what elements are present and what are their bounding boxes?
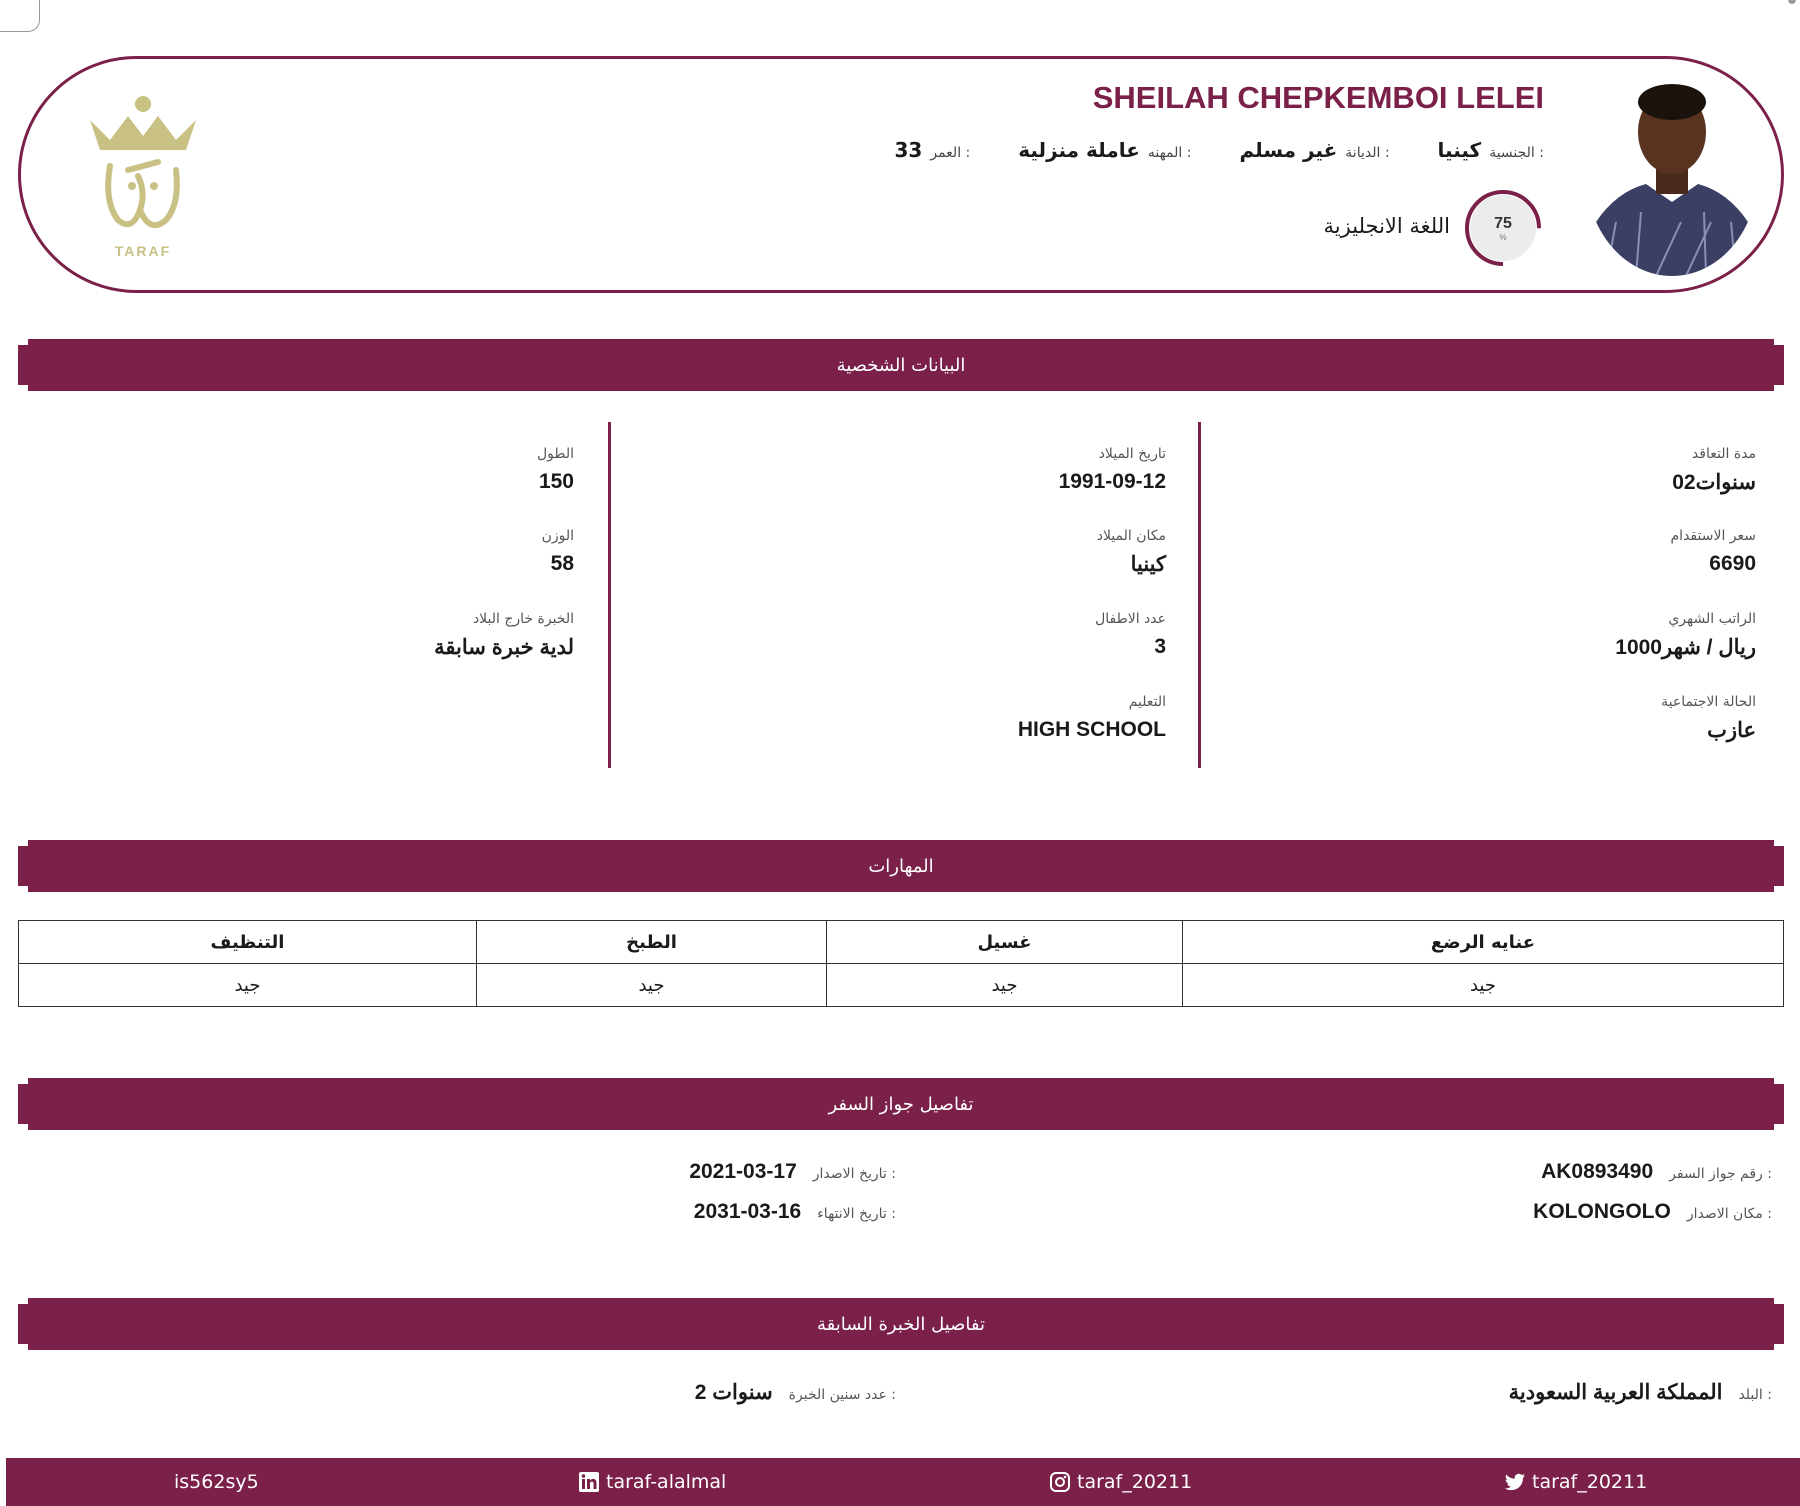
- logo-text: TARAF: [114, 243, 172, 259]
- skill-header: التنظيف: [19, 921, 477, 964]
- experience-country: [1509, 1380, 1772, 1405]
- experience-years: [695, 1380, 896, 1405]
- section-title-skills: المهارات: [868, 855, 934, 877]
- english-level-ring: [1463, 188, 1543, 268]
- skills-level-row: [19, 964, 1784, 1007]
- skill-level: جيد: [19, 964, 477, 1007]
- footer-twitter[interactable]: [1504, 1458, 1647, 1506]
- field-marital-status: [1661, 694, 1756, 743]
- nationality-value: كينيا: [1437, 138, 1482, 162]
- column-divider: [1198, 422, 1201, 768]
- footer-instagram-text: taraf_20211: [1077, 1471, 1193, 1493]
- field-contract-duration: [1672, 446, 1756, 495]
- english-level-value: 75: [1494, 215, 1512, 232]
- field-value: عازب: [1707, 719, 1756, 742]
- field-education: [1018, 694, 1166, 742]
- passport-issue-value: 2021-03-17: [689, 1160, 797, 1183]
- passport-expiry-date: [694, 1200, 896, 1224]
- field-label: تاريخ الميلاد: [1098, 446, 1166, 462]
- nationality-item: [1438, 138, 1544, 162]
- section-bar-experience: [18, 1298, 1784, 1350]
- passport-number-label: رقم جواز السفر :: [1669, 1166, 1772, 1182]
- section-bar-personal: [18, 339, 1784, 391]
- candidate-info-row: [847, 138, 1544, 162]
- passport-expiry-label: تاريخ الانتهاء :: [817, 1206, 896, 1222]
- corner-dot: [1788, 0, 1796, 4]
- corner-tab: [0, 0, 40, 32]
- twitter-icon: [1504, 1471, 1526, 1493]
- skills-header-row: [19, 921, 1784, 964]
- field-label: التعليم: [1128, 694, 1166, 710]
- field-value: 1000ريال / شهر: [1615, 636, 1756, 659]
- english-level-unit: %: [1499, 233, 1507, 242]
- column-divider: [608, 422, 611, 768]
- religion-item: [1239, 138, 1389, 162]
- profession-label: المهنه :: [1148, 145, 1192, 161]
- age-label: العمر :: [930, 145, 970, 161]
- field-label: الطول: [536, 446, 574, 462]
- profession-value: عاملة منزلية: [1018, 138, 1140, 162]
- section-bar-skills: [18, 840, 1784, 892]
- experience-country-value: المملكة العربية السعودية: [1508, 1381, 1723, 1404]
- field-birth-place: [1097, 528, 1166, 577]
- experience-years-value: 2 سنوات: [694, 1381, 773, 1404]
- section-title-passport: تفاصيل جواز السفر: [828, 1093, 974, 1115]
- religion-label: الديانة :: [1345, 145, 1389, 161]
- field-label: الخبرة خارج البلاد: [472, 611, 574, 627]
- religion-value: غير مسلم: [1239, 138, 1338, 162]
- taraf-logo: [80, 92, 206, 262]
- field-children: [1095, 611, 1166, 659]
- candidate-photo: [1586, 72, 1758, 276]
- field-label: الوزن: [541, 528, 574, 544]
- field-value: 150: [538, 470, 574, 493]
- field-height: [537, 446, 574, 494]
- skill-level: جيد: [477, 964, 827, 1007]
- footer-linkedin[interactable]: [578, 1458, 726, 1506]
- footer-code: [174, 1458, 259, 1506]
- section-title-experience: تفاصيل الخبرة السابقة: [816, 1313, 986, 1335]
- field-monthly-salary: [1615, 611, 1756, 660]
- experience-years-label: عدد سنين الخبرة :: [789, 1387, 896, 1403]
- field-value: 1991-09-12: [1058, 470, 1166, 493]
- passport-expiry-value: 2031-03-16: [693, 1200, 802, 1223]
- instagram-icon: [1049, 1471, 1071, 1493]
- field-label: مكان الميلاد: [1096, 528, 1166, 544]
- passport-place: [1533, 1200, 1772, 1224]
- footer-linkedin-text: taraf-alalmal: [606, 1471, 727, 1493]
- field-weight: [542, 528, 574, 576]
- footer-twitter-text: taraf_20211: [1532, 1471, 1648, 1493]
- field-recruitment-price: [1671, 528, 1756, 576]
- field-value: 02سنوات: [1672, 471, 1756, 494]
- skill-header: عنايه الرضع: [1183, 921, 1784, 964]
- field-label: سعر الاستقدام: [1670, 528, 1756, 544]
- field-value: 3: [1154, 635, 1166, 658]
- skills-table: [18, 920, 1784, 1007]
- field-value: 6690: [1709, 552, 1756, 575]
- skill-level: جيد: [1183, 964, 1784, 1007]
- passport-issue-label: تاريخ الاصدار :: [813, 1166, 896, 1182]
- age-item: [895, 138, 971, 162]
- candidate-name: SHEILAH CHEPKEMBOI LELEI: [1092, 80, 1544, 115]
- passport-number: [1541, 1160, 1772, 1184]
- experience-country-label: البلد :: [1738, 1387, 1772, 1403]
- footer-instagram[interactable]: [1049, 1458, 1192, 1506]
- field-value: لدية خبرة سابقة: [434, 636, 574, 659]
- passport-number-value: AK0893490: [1541, 1160, 1654, 1183]
- field-value: كينيا: [1130, 553, 1166, 576]
- age-value: 33: [894, 138, 923, 162]
- passport-issue-date: [689, 1160, 896, 1184]
- english-label: اللغة الانجليزية: [1323, 214, 1450, 238]
- field-abroad-experience: [434, 611, 574, 660]
- section-title-personal: البيانات الشخصية: [836, 354, 966, 376]
- field-value: HIGH SCHOOL: [1017, 718, 1166, 741]
- field-label: مدة التعاقد: [1691, 446, 1756, 462]
- footer-bar: [6, 1458, 1800, 1506]
- footer-code-text: is562sy5: [174, 1471, 259, 1493]
- passport-place-label: مكان الاصدار :: [1687, 1206, 1772, 1222]
- linkedin-icon: [578, 1471, 600, 1493]
- passport-place-value: KOLONGOLO: [1533, 1200, 1671, 1223]
- field-birth-date: [1059, 446, 1166, 494]
- field-label: عدد الاطفال: [1095, 611, 1166, 627]
- nationality-label: الجنسية :: [1489, 145, 1544, 161]
- section-bar-passport: [18, 1078, 1784, 1130]
- profession-item: [1018, 138, 1191, 162]
- field-label: الحالة الاجتماعية: [1661, 694, 1756, 710]
- skill-header: غسيل: [827, 921, 1183, 964]
- field-label: الراتب الشهري: [1668, 611, 1756, 627]
- skill-header: الطبخ: [477, 921, 827, 964]
- skill-level: جيد: [827, 964, 1183, 1007]
- field-value: 58: [550, 552, 574, 575]
